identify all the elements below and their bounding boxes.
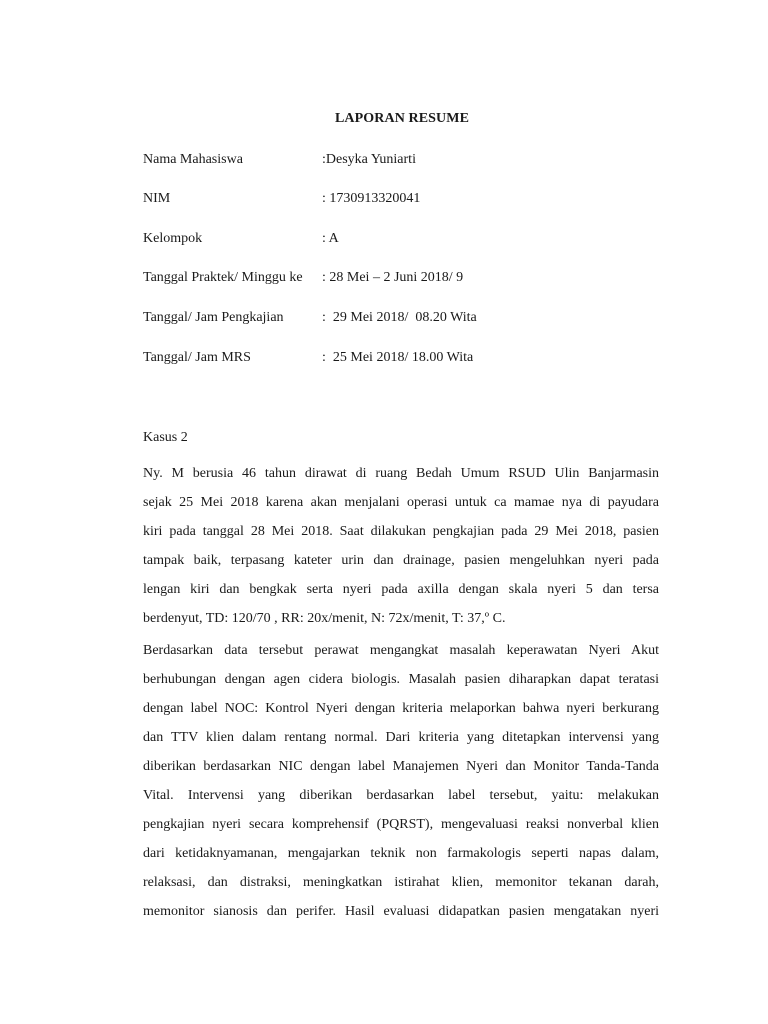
paragraph-line: tampak baik, terpasang kateter urin dan drainage, pasien mengeluhkan nyeri pada xyxy=(143,553,659,568)
case-paragraph-1 xyxy=(143,459,659,633)
info-label: Nama Mahasiswa xyxy=(143,152,243,167)
info-row-tanggal-mrs xyxy=(143,348,663,368)
info-row-kelompok xyxy=(143,229,663,249)
paragraph-line: pengkajian nyeri secara komprehensif (PQRST), mengevaluasi reaksi nonverbal klien xyxy=(143,817,659,832)
paragraph-line: dan TTV klien dalam rentang normal. Dari kriteria yang ditetapkan intervensi yang xyxy=(143,730,659,745)
info-label: Tanggal Praktek/ Minggu ke xyxy=(143,270,303,285)
paragraph-line: Berdasarkan data tersebut perawat mengangkat masalah keperawatan Nyeri Akut xyxy=(143,643,659,658)
info-value: :Desyka Yuniarti xyxy=(322,152,416,167)
info-row-nama xyxy=(143,150,663,170)
info-label: Tanggal/ Jam MRS xyxy=(143,350,251,365)
paragraph-line: Vital. Intervensi yang diberikan berdasarkan label tersebut, yaitu: melakukan xyxy=(143,788,659,803)
info-label: NIM xyxy=(143,191,171,206)
paragraph-line: Ny. M berusia 46 tahun dirawat di ruang Bedah Umum RSUD Ulin Banjarmasin xyxy=(143,466,659,481)
info-value: : 28 Mei – 2 Juni 2018/ 9 xyxy=(322,270,464,285)
info-label: Tanggal/ Jam Pengkajian xyxy=(143,310,284,325)
paragraph-line: relaksasi, dan distraksi, meningkatkan istirahat klien, memonitor tekanan darah, xyxy=(143,875,659,890)
info-label: Kelompok xyxy=(143,231,203,246)
info-row-tanggal-pengkajian xyxy=(143,308,663,328)
case-paragraph-2 xyxy=(143,636,659,926)
paragraph-line: sejak 25 Mei 2018 karena akan menjalani operasi untuk ca mamae nya di payudara xyxy=(143,495,659,510)
info-value: : 1730913320041 xyxy=(322,191,421,206)
info-value: : 29 Mei 2018/ 08.20 Wita xyxy=(322,310,477,325)
info-row-tanggal-praktek xyxy=(143,268,663,288)
paragraph-line: kiri pada tanggal 28 Mei 2018. Saat dilakukan pengkajian pada 29 Mei 2018, pasien xyxy=(143,524,659,539)
document-title: LAPORAN RESUME xyxy=(334,111,470,126)
paragraph-line: dengan label NOC: Kontrol Nyeri dengan kriteria melaporkan bahwa nyeri berkurang xyxy=(143,701,659,716)
paragraph-line: lengan kiri dan bengkak serta nyeri pada axilla dengan skala nyeri 5 dan tersa xyxy=(143,582,659,597)
info-value: : 25 Mei 2018/ 18.00 Wita xyxy=(322,350,474,365)
info-value: : A xyxy=(322,231,339,246)
paragraph-line: dari ketidaknyamanan, mengajarkan teknik non farmakologis seperti napas dalam, xyxy=(143,846,659,861)
paragraph-line: berhubungan dengan agen cidera biologis. Masalah pasien diharapkan dapat teratasi xyxy=(143,672,659,687)
info-row-nim xyxy=(143,189,663,209)
paragraph-line: diberikan berdasarkan NIC dengan label Manajemen Nyeri dan Monitor Tanda-Tanda xyxy=(143,759,659,774)
paragraph-line: berdenyut, TD: 120/70 , RR: 20x/menit, N: 72x/menit, T: 37,º C. xyxy=(143,611,506,626)
paragraph-line: memonitor sianosis dan perifer. Hasil evaluasi didapatkan pasien mengatakan nyeri xyxy=(143,904,659,919)
case-heading: Kasus 2 xyxy=(143,430,188,445)
